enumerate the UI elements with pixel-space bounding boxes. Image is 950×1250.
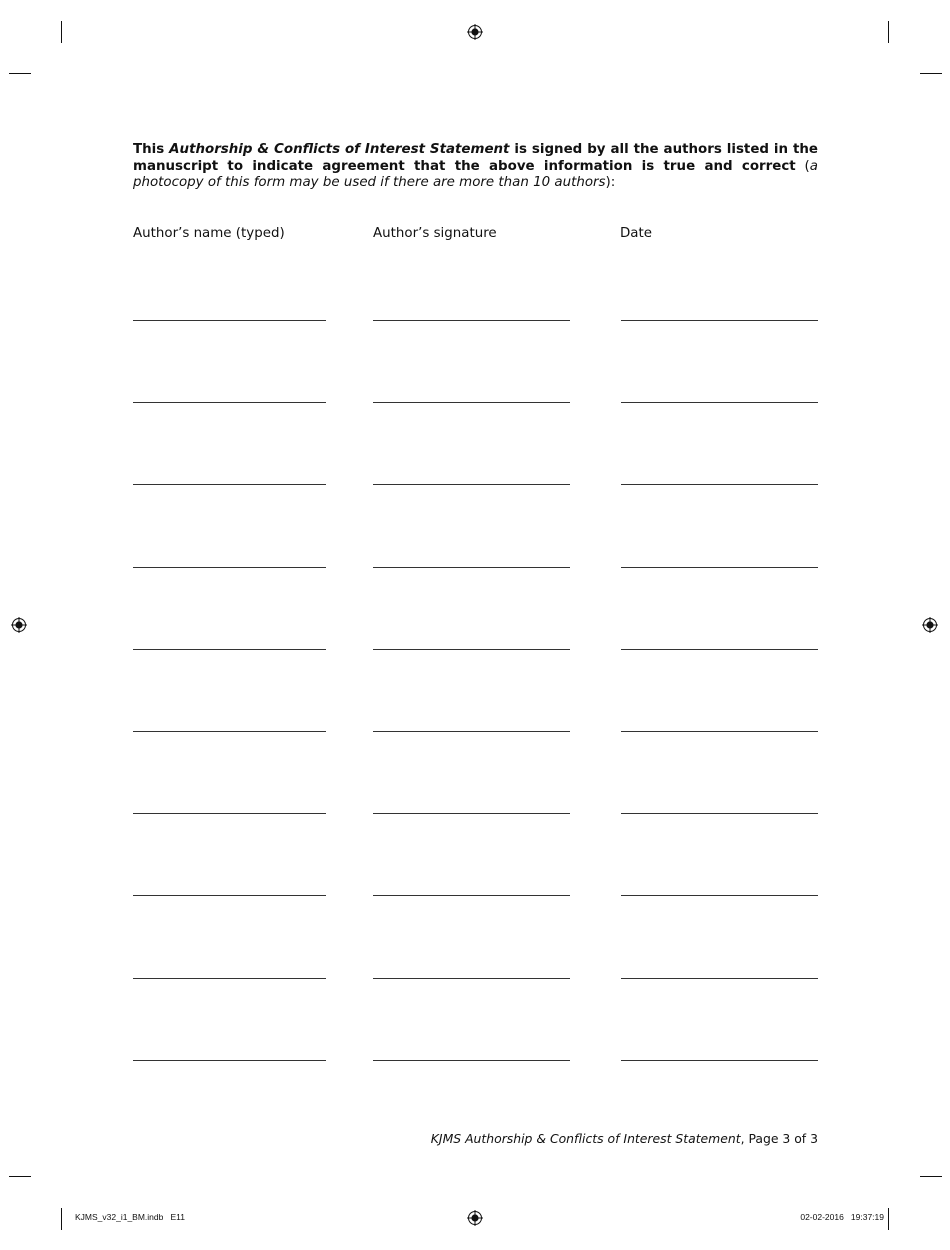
page-footer (431, 1131, 818, 1146)
signature-line[interactable] (373, 649, 570, 650)
signature-line[interactable] (373, 320, 570, 321)
intro-bold-rest: is signed by all the authors listed in the manuscript to indicate agreement that the above information is true and correct (133, 142, 818, 174)
name-line[interactable] (133, 402, 326, 403)
date-line[interactable] (621, 649, 818, 650)
crop-mark-top-left (61, 21, 62, 43)
signature-line[interactable] (373, 567, 570, 568)
name-line[interactable] (133, 649, 326, 650)
crop-mark-left-bottom (9, 1176, 31, 1177)
name-line[interactable] (133, 813, 326, 814)
intro-open-paren: ( (795, 158, 810, 174)
footer-title: KJMS Authorship & Conflicts of Interest Statement (430, 1131, 741, 1146)
slug-file-info: KJMS_v32_i1_BM.indb E11 (75, 1212, 185, 1222)
signature-line[interactable] (373, 731, 570, 732)
date-line[interactable] (621, 895, 818, 896)
intro-doc-title: Authorship & Conflicts of Interest Statement (169, 142, 510, 157)
date-line[interactable] (621, 567, 818, 568)
registration-mark-bottom-icon (467, 1210, 483, 1226)
registration-mark-right-icon (922, 617, 938, 633)
signature-line[interactable] (373, 978, 570, 979)
crop-mark-right-bottom (920, 1176, 942, 1177)
signature-line[interactable] (373, 402, 570, 403)
name-line[interactable] (133, 731, 326, 732)
signature-line[interactable] (373, 484, 570, 485)
registration-mark-left-icon (11, 617, 27, 633)
intro-paragraph (133, 142, 818, 192)
column-header-date: Date (620, 226, 653, 241)
crop-mark-bottom-left (61, 1208, 62, 1230)
signature-line[interactable] (373, 813, 570, 814)
crop-mark-left-top (9, 73, 31, 74)
name-line[interactable] (133, 895, 326, 896)
intro-close-paren: ): (605, 175, 616, 190)
name-line[interactable] (133, 320, 326, 321)
name-line[interactable] (133, 484, 326, 485)
crop-mark-top-right (888, 21, 889, 43)
intro-lead: This (133, 142, 170, 157)
signature-line[interactable] (373, 1060, 570, 1061)
date-line[interactable] (621, 402, 818, 403)
column-header-name: Author’s name (typed) (133, 226, 285, 241)
date-line[interactable] (621, 813, 818, 814)
name-line[interactable] (133, 1060, 326, 1061)
date-line[interactable] (621, 320, 818, 321)
date-line[interactable] (621, 731, 818, 732)
footer-page-number: , Page 3 of 3 (740, 1131, 818, 1146)
intro-note: a photocopy of this form may be used if there are more than 10 authors (133, 158, 818, 190)
name-line[interactable] (133, 978, 326, 979)
signature-line[interactable] (373, 895, 570, 896)
crop-mark-right-top (920, 73, 942, 74)
date-line[interactable] (621, 978, 818, 979)
date-line[interactable] (621, 1060, 818, 1061)
name-line[interactable] (133, 567, 326, 568)
crop-mark-bottom-right (888, 1208, 889, 1230)
registration-mark-top-icon (467, 24, 483, 40)
intro-bold-text (133, 142, 818, 174)
date-line[interactable] (621, 484, 818, 485)
slug-timestamp: 02-02-2016 19:37:19 (800, 1212, 884, 1222)
column-header-signature: Author’s signature (373, 226, 497, 241)
